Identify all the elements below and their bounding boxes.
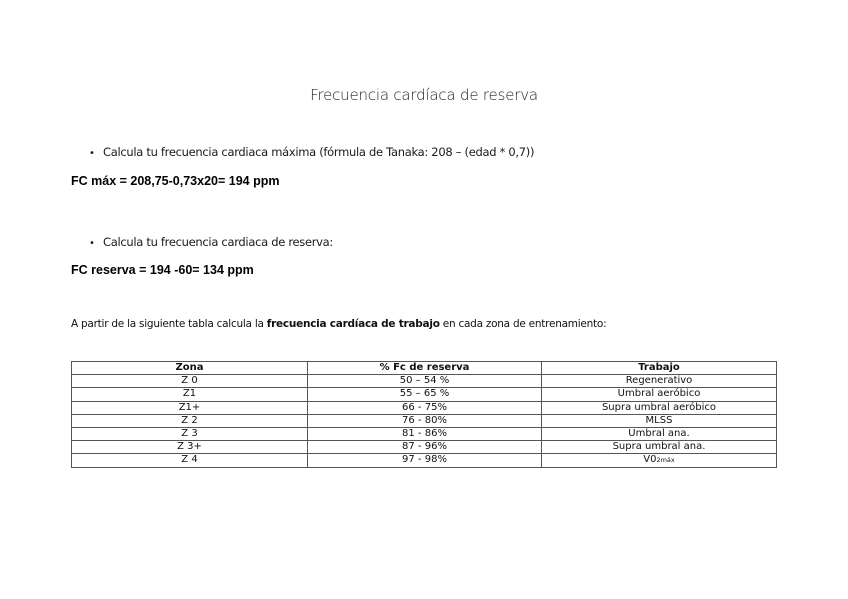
table-row [72, 388, 777, 401]
cell-trabajo: Umbral ana. [542, 427, 777, 440]
zones-table [71, 361, 777, 468]
table-row [72, 414, 777, 427]
cell-zona: Z1+ [72, 401, 308, 414]
bullet-reserve-hr [89, 235, 333, 249]
cell-trabajo: Supra umbral ana. [542, 441, 777, 454]
cell-zona: Z 3+ [72, 441, 308, 454]
document-title: Frecuencia cardíaca de reserva [310, 86, 538, 104]
table-row [72, 375, 777, 388]
bullet-dot-icon: • [89, 238, 95, 249]
cell-pct: 87 - 96% [308, 441, 542, 454]
header-zona: Zona [72, 362, 308, 375]
cell-zona: Z 0 [72, 375, 308, 388]
cell-zona: Z 3 [72, 427, 308, 440]
table-row [72, 427, 777, 440]
table-row [72, 401, 777, 414]
intro-paragraph [71, 318, 606, 330]
cell-zona: Z 2 [72, 414, 308, 427]
cell-trabajo-subscript: 2máx [656, 456, 675, 465]
cell-trabajo: MLSS [542, 414, 777, 427]
cell-pct: 76 - 80% [308, 414, 542, 427]
intro-text-before: A partir de la siguiente tabla calcula la [71, 318, 267, 330]
formula-reserve-hr: FC reserva = 194 -60= 134 ppm [71, 263, 254, 277]
cell-zona: Z 4 [72, 454, 308, 467]
header-trabajo: Trabajo [542, 362, 777, 375]
cell-trabajo: Supra umbral aeróbico [542, 401, 777, 414]
table-header-row [72, 362, 777, 375]
cell-trabajo: Umbral aeróbico [542, 388, 777, 401]
cell-trabajo: Regenerativo [542, 375, 777, 388]
cell-pct: 50 – 54 % [308, 375, 542, 388]
cell-trabajo [542, 454, 777, 467]
cell-pct: 66 - 75% [308, 401, 542, 414]
cell-pct: 97 - 98% [308, 454, 542, 467]
intro-text-bold: frecuencia cardíaca de trabajo [266, 318, 440, 330]
cell-pct: 81 - 86% [308, 427, 542, 440]
bullet-reserve-hr-text: Calcula tu frecuencia cardiaca de reserva: [103, 235, 333, 249]
cell-pct: 55 – 65 % [308, 388, 542, 401]
table-row [72, 441, 777, 454]
bullet-max-hr [89, 145, 534, 159]
cell-zona: Z1 [72, 388, 308, 401]
header-pct-reserva: % Fc de reserva [308, 362, 542, 375]
formula-max-hr: FC máx = 208,75-0,73x20= 194 ppm [71, 174, 280, 188]
bullet-dot-icon: • [89, 148, 95, 159]
cell-trabajo-main: V0 [643, 454, 657, 466]
table-row [72, 454, 777, 467]
bullet-max-hr-text: Calcula tu frecuencia cardiaca máxima (fórmula de Tanaka: 208 – (edad * 0,7)) [103, 145, 535, 159]
intro-text-after: en cada zona de entrenamiento: [439, 318, 607, 330]
